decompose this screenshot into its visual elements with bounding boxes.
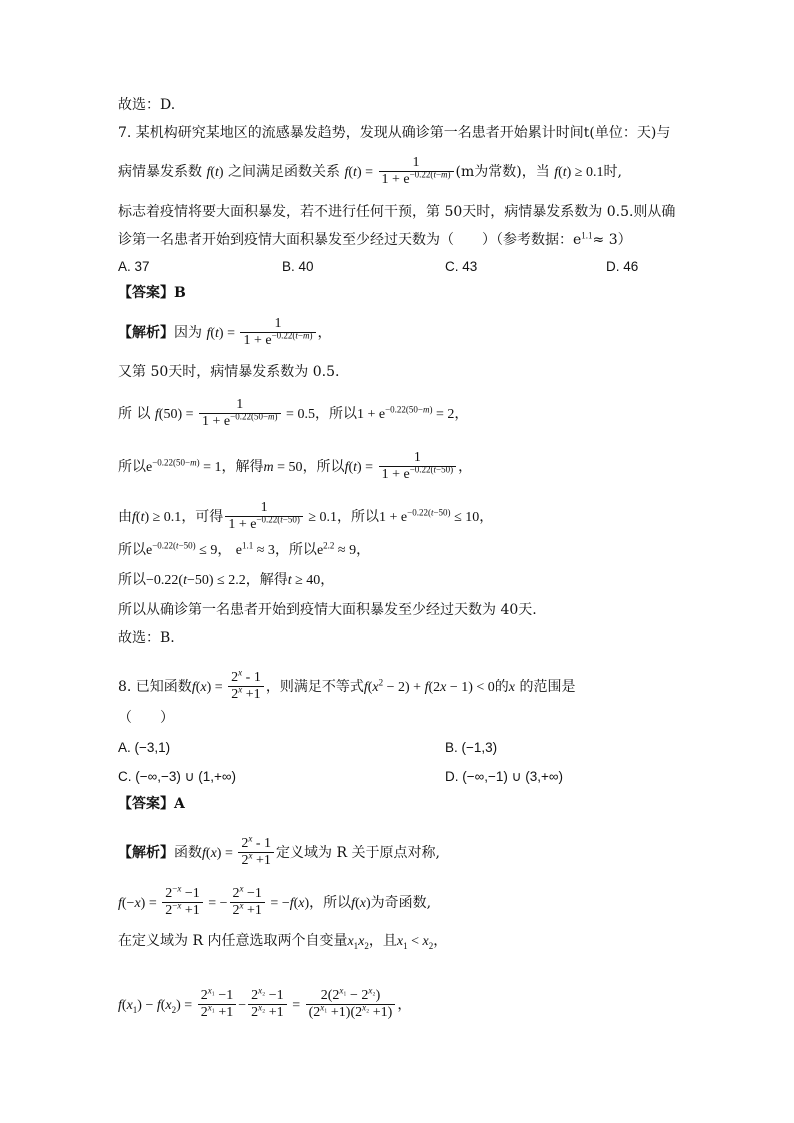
q7-analysis-6: 所以$e^{-0.22(t-50)} \le 9$， $e^{1.1} \approx 3$，所以$e^{2.2} \approx 9$， bbox=[118, 540, 371, 558]
q7-analysis-7: 所以−0.22(t−50) ≤ 2.2，解得t ≥ 40， bbox=[118, 572, 335, 588]
q7-analysis-1: 【解析】因为 f(t) = $\frac{1}{1 + e^{-0.22(t-m)}}$ ， bbox=[118, 316, 332, 349]
q8-stem-line-1: 8. 已知函数f(x) = $\frac{2^x - 1}{2^x +1}$ ，则满足不等式$f(x^2 - 2) + f(2x - 1) < 0$的x 的范围是 bbox=[118, 667, 576, 703]
q7-option-a: A. 37 bbox=[118, 259, 150, 274]
q7-stem-line-1: 7. 某机构研究某地区的流感暴发趋势，发现从确诊第一名患者开始累计时间t(单位：天)与 bbox=[118, 125, 671, 141]
q8-option-d: D. (−∞,−1) ∪ (3,+∞) bbox=[445, 769, 564, 784]
q8-analysis-2: f(−x) = $\frac{2^{-x} -1}{2^{-x} +1}$ = − $\frac{2^x -1}{2^x +1}$ = −f(x)，所以f(x)为奇函数, bbox=[118, 883, 432, 919]
q7-stem-line-3: 标志着疫情将要大面积暴发，若不进行任何干预，第 50天时，病情暴发系数为 0.5.则从确 bbox=[118, 204, 676, 220]
q8-option-c: C. (−∞,−3) ∪ (1,+∞) bbox=[118, 769, 237, 784]
q8-analysis-4: $f(x_1) - f(x_2)$ = $\frac{2^{x_1} -1}{2^{x_1} +1}$ − $\frac{2^{x_2} -1}{2^{x_2} +1}$ = $\frac{2(2^{x_1} - 2^{x_2})}{(2^{x_1} +1)(2^{x_2} +1)}$ ， bbox=[118, 985, 412, 1021]
q7-analysis-5: 由f(t) ≥ 0.1，可得 $\frac{1}{1 + e^{-0.22(t-50)}}$ ≥ 0.1，所以$1 + e^{-0.22(t-50)} \le 10$， bbox=[118, 500, 494, 533]
q7-analysis-4: 所以$e^{-0.22(50-m)} = 1$，解得m = 50，所以f(t) = $\frac{1}{1 + e^{-0.22(t-50)}}$ ， bbox=[118, 450, 473, 483]
q8-analysis-3: 在定义域为 R 内任意选取两个自变量$x_1x_2$，且$x_1 < x_2$， bbox=[118, 933, 448, 951]
q7-stem-line-2: 病情暴发系数 f(t) 之间满足函数关系 f(t) = $\frac{1}{1 + e^{-0.22(t-m)}}$ (m为常数)，当 f(t) ≥ 0.1时, bbox=[118, 155, 622, 188]
q7-answer: 【答案】B bbox=[118, 285, 186, 301]
previous-answer-line: 故选：D. bbox=[118, 97, 176, 113]
q7-analysis-8: 所以从确诊第一名患者开始到疫情大面积暴发至少经过天数为 40天. bbox=[118, 602, 537, 618]
q8-option-b: B. (−1,3) bbox=[445, 740, 498, 755]
q7-analysis-9: 故选：B. bbox=[118, 630, 175, 646]
q8-analysis-1: 【解析】函数f(x) = $\frac{2^x - 1}{2^x +1}$ 定义域为 R 关于原点对称, bbox=[118, 833, 440, 869]
q7-option-d: D. 46 bbox=[606, 259, 639, 274]
q7-option-c: C. 43 bbox=[445, 259, 478, 274]
q8-stem-line-2: （ ） bbox=[118, 710, 174, 726]
q7-analysis-2: 又第 50天时，病情暴发系数为 0.5. bbox=[118, 364, 340, 380]
q8-option-a: A. (−3,1) bbox=[118, 740, 171, 755]
q8-answer: 【答案】A bbox=[118, 796, 185, 812]
q7-option-b: B. 40 bbox=[282, 259, 314, 274]
q7-analysis-3: 所 以 f(50) = $\frac{1}{1 + e^{-0.22(50-m)}}$ = 0.5，所以$1 + e^{-0.22(50-m)} = 2$， bbox=[118, 397, 469, 430]
q7-stem-line-4: 诊第一名患者开始到疫情大面积暴发至少经过天数为（ ）（参考数据：$e^{1.1}\approx 3$） bbox=[118, 230, 632, 248]
